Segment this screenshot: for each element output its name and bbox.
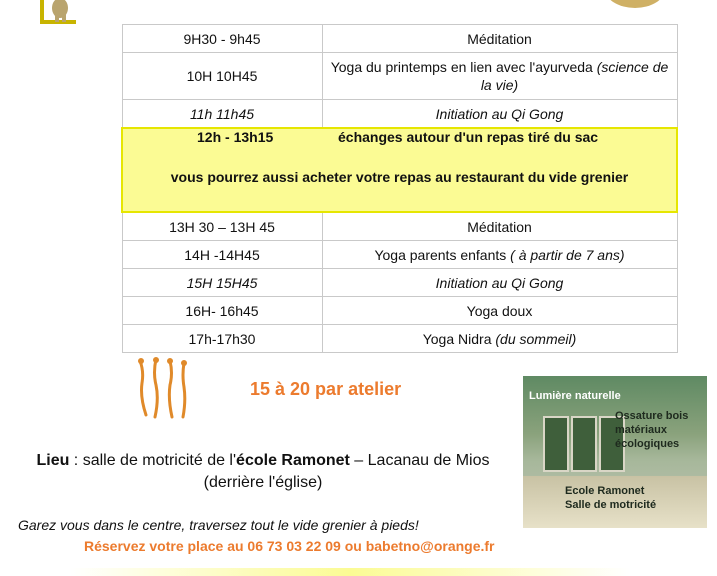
time-cell: 10H 10H45 [122, 53, 322, 100]
decorative-bottom-bar [70, 568, 630, 576]
yoga-figures-illustration [134, 357, 194, 419]
photo-caption-school: Ecole Ramonet Salle de motricité [565, 485, 657, 511]
time-cell: 16H- 16h45 [122, 297, 322, 325]
activity-cell: Initiation au Qi Gong [322, 269, 677, 297]
time-cell: 17h-17h30 [122, 325, 322, 353]
reservation-contact: Réservez votre place au 06 73 03 22 09 ou babetno@orange.fr [84, 538, 495, 554]
yoga-figure-logo [36, 0, 88, 28]
table-row [122, 269, 677, 297]
table-row [122, 53, 677, 100]
table-row [122, 325, 677, 353]
time-cell: 9H30 - 9h45 [122, 25, 322, 53]
time-cell: 13H 30 – 13H 45 [122, 212, 322, 241]
table-row [122, 100, 677, 129]
activity-cell: Yoga du printemps en lien avec l'ayurveda (science de la vie) [322, 53, 677, 100]
table-row [122, 297, 677, 325]
venue-address: Lieu : salle de motricité de l'école Ramonet – Lacanau de Mios (derrière l'église) [36, 452, 490, 491]
activity-cell: Méditation [322, 212, 677, 241]
activity-cell: Yoga Nidra (du sommeil) [322, 325, 677, 353]
lunch-title: échanges autour d'un repas tiré du sac [338, 129, 599, 145]
activity-cell: Yoga parents enfants ( à partir de 7 ans) [322, 241, 677, 269]
lunch-cell [122, 128, 677, 212]
activity-cell: Yoga doux [322, 297, 677, 325]
time-cell: 14H -14H45 [122, 241, 322, 269]
lunch-row [122, 128, 677, 212]
time-cell: 15H 15H45 [122, 269, 322, 297]
parking-note: Garez vous dans le centre, traversez tout le vide grenier à pieds! [18, 517, 419, 533]
decorative-circle [605, 0, 665, 8]
table-row [122, 25, 677, 53]
time-cell: 11h 11h45 [122, 100, 322, 129]
lunch-time: 12h - 13h15 [197, 129, 274, 145]
activity-cell: Initiation au Qi Gong [322, 100, 677, 129]
activity-cell: Méditation [322, 25, 677, 53]
price-per-workshop: 15 à 20 par atelier [250, 379, 402, 399]
venue-photo [523, 376, 707, 528]
photo-caption-light: Lumière naturelle [529, 390, 621, 402]
lunch-note: vous pourrez aussi acheter votre repas au restaurant du vide grenier [170, 169, 629, 185]
table-row [122, 212, 677, 241]
schedule-table [121, 24, 678, 353]
photo-caption-materials: Ossature bois matériaux écologiques [615, 410, 689, 450]
table-row [122, 241, 677, 269]
